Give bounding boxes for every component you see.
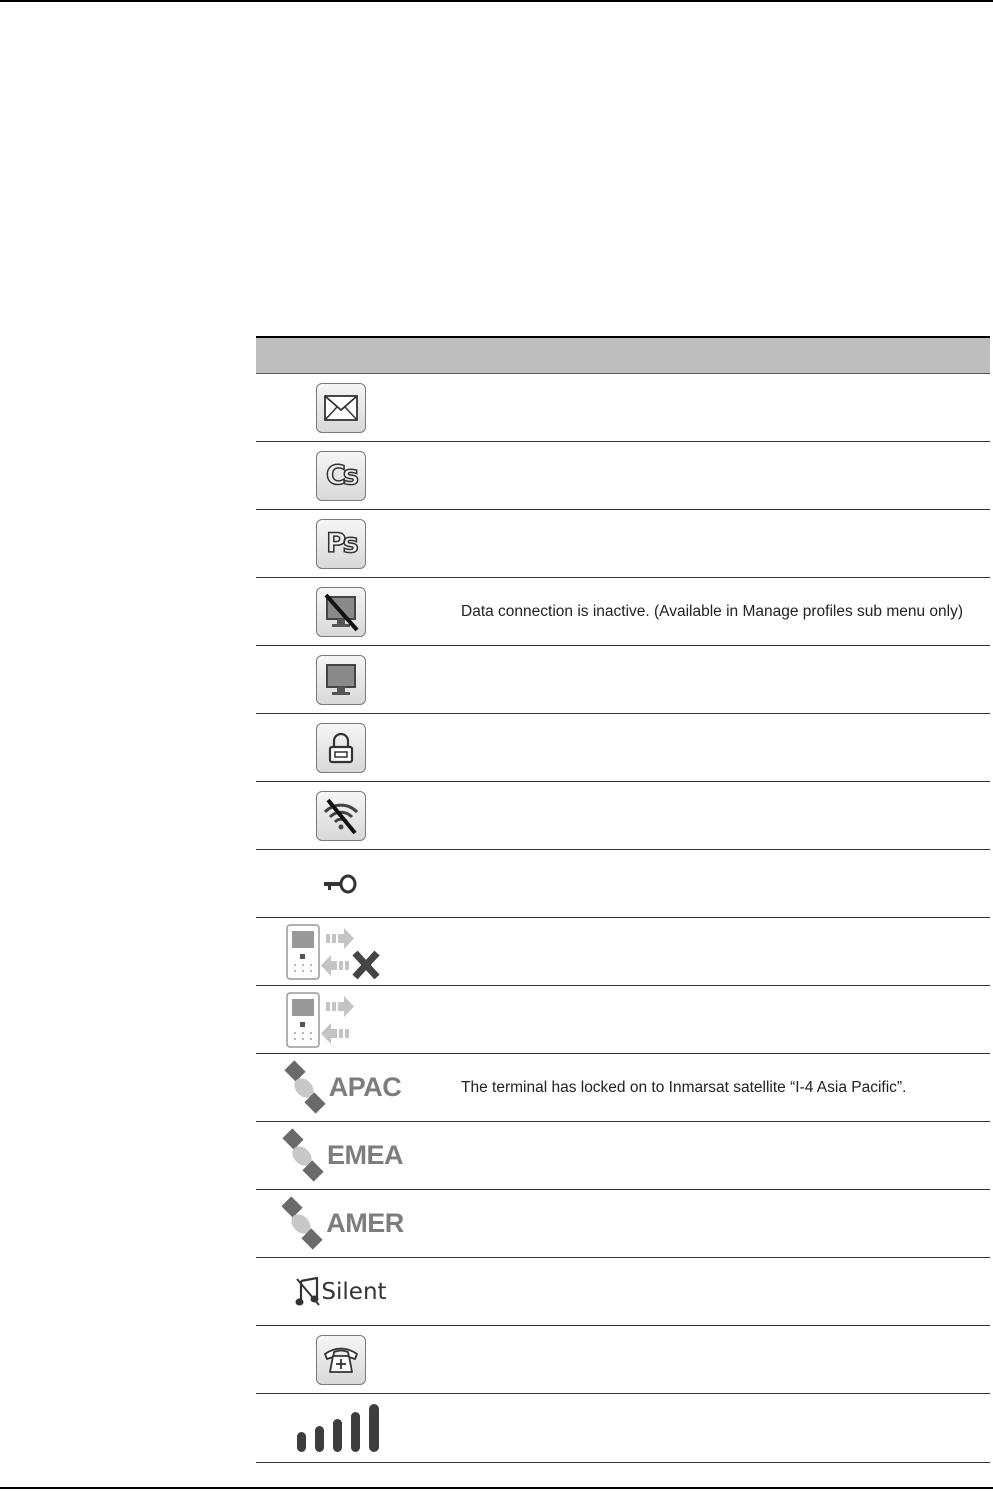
table-row (256, 714, 990, 782)
table-row (256, 1190, 990, 1258)
table-row (256, 1122, 990, 1190)
row-description (461, 1190, 990, 1257)
top-rule (0, 0, 993, 2)
satellite-region-label: EMEA (326, 1140, 403, 1170)
table-header (256, 338, 990, 374)
table-row (256, 1394, 990, 1463)
table-row (256, 850, 990, 918)
satellite-region-label: APAC (328, 1072, 402, 1102)
table-row (256, 578, 990, 646)
row-description (461, 714, 990, 781)
table-row (256, 374, 990, 442)
row-description (461, 1326, 990, 1393)
row-description (461, 510, 990, 577)
row-description (461, 442, 990, 509)
data-connection-active-icon (316, 655, 366, 705)
icon-table (256, 336, 990, 1463)
table-row (256, 918, 990, 986)
table-row (256, 1258, 990, 1326)
satellite-icon (279, 1128, 325, 1184)
table-row (256, 782, 990, 850)
row-description (461, 646, 990, 713)
table-row (256, 646, 990, 714)
ps-icon: Ps (316, 519, 366, 569)
cs-icon: Cs (316, 451, 366, 501)
telephone-icon (316, 1335, 366, 1385)
silent-label: Silent (321, 1278, 387, 1305)
table-row (256, 986, 990, 1054)
data-connection-inactive-icon (316, 587, 366, 637)
row-description (461, 1258, 990, 1325)
row-description: Data connection is inactive. (Available in Manage profiles sub menu only) (461, 602, 964, 620)
wifi-off-icon (316, 791, 366, 841)
phone-sync-failed-icon (281, 922, 401, 982)
satellite-icon (281, 1060, 327, 1116)
row-description (461, 782, 990, 849)
row-description (461, 986, 990, 1053)
table-row (256, 1326, 990, 1394)
bottom-rule (0, 1487, 993, 1489)
satellite-region-label: AMER (326, 1208, 404, 1238)
row-description (461, 1122, 990, 1189)
signal-strength-icon (295, 1402, 387, 1454)
row-description (461, 850, 990, 917)
table-row (256, 442, 990, 510)
table-row (256, 510, 990, 578)
row-description (461, 1394, 990, 1462)
row-description (461, 374, 990, 441)
satellite-icon (278, 1196, 324, 1252)
phone-sync-icon (281, 990, 401, 1050)
music-note-muted-icon (295, 1277, 321, 1307)
envelope-icon (316, 383, 366, 433)
table-row (256, 1054, 990, 1122)
row-description: The terminal has locked on to Inmarsat satellite “I-4 Asia Pacific”. (461, 1078, 907, 1096)
lock-icon (316, 723, 366, 773)
key-icon (321, 872, 361, 896)
row-description (461, 918, 990, 985)
